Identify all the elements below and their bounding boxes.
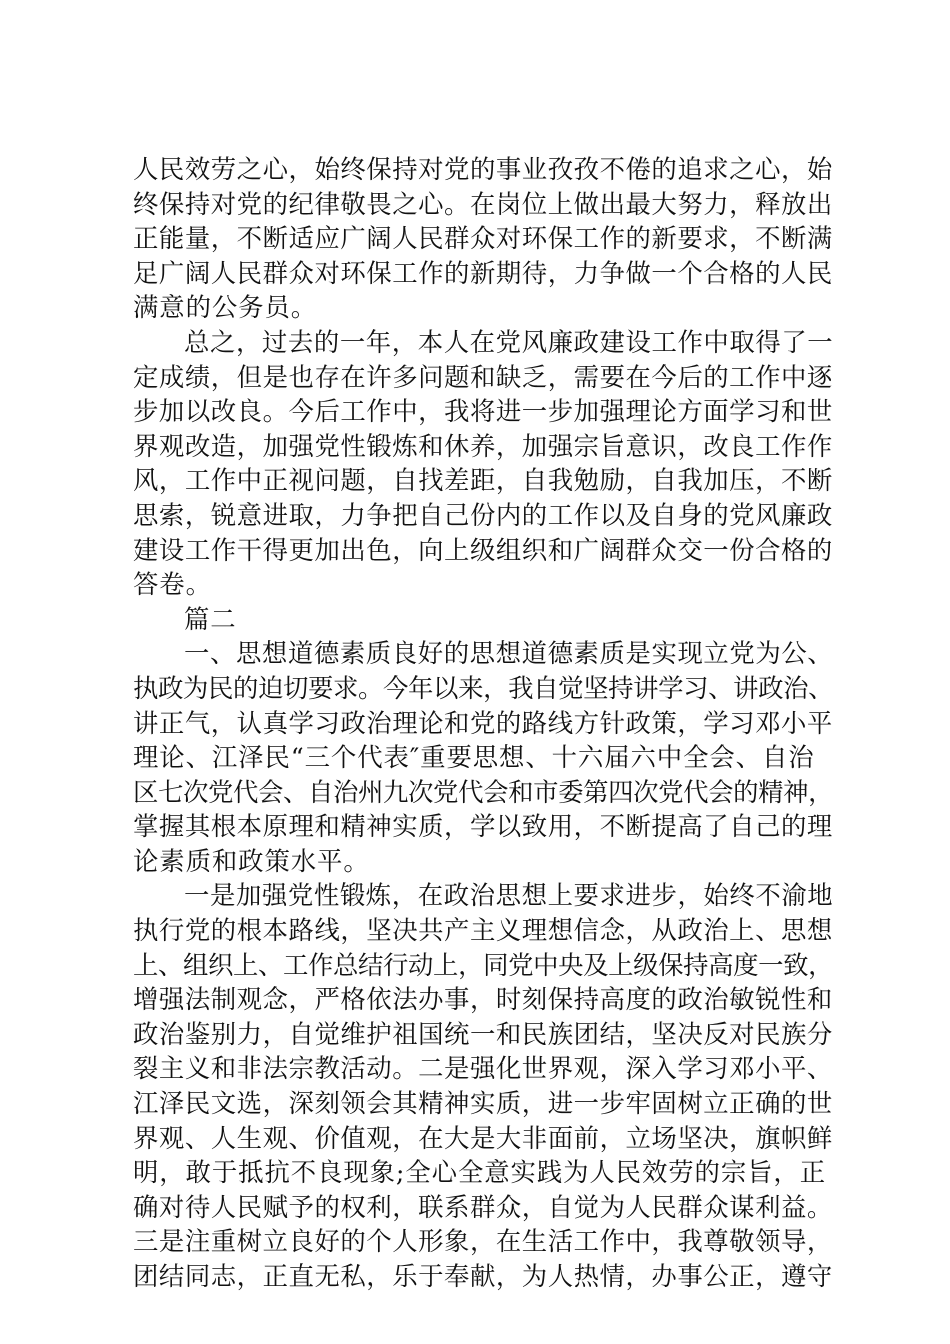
text-line: 确对待人民赋予的权利，联系群众，自觉为人民群众谋利益。 [133,1191,833,1222]
text-line: 增强法制观念，严格依法办事，时刻保持高度的政治敏锐性和 [133,984,833,1015]
text-line: 建设工作干得更加出色，向上级组织和广阔群众交一份合格的 [133,534,833,565]
text-line: 篇二 [184,603,237,634]
text-line: 总之，过去的一年，本人在党风廉政建设工作中取得了一 [184,326,834,357]
text-line: 风，工作中正视问题，自找差距，自我勉励，自我加压，不断 [133,465,833,496]
text-line: 答卷。 [133,569,212,600]
text-line: 执政为民的迫切要求。今年以来，我自觉坚持讲学习、讲政治、 [133,672,834,703]
text-line: 足广阔人民群众对环保工作的新期待，力争做一个合格的人民 [133,257,833,288]
text-line: 一是加强党性锻炼，在政治思想上要求进步，始终不渝地 [184,880,834,911]
text-line: 裂主义和非法宗教活动。二是强化世界观，深入学习邓小平、 [133,1053,833,1084]
text-line: 讲正气，认真学习政治理论和党的路线方针政策，学习邓小平 [133,707,833,738]
text-line: 三是注重树立良好的个人形象，在生活工作中，我尊敬领导， [133,1226,833,1257]
document-body-text [133,152,833,1294]
text-line: 一、思想道德素质良好的思想道德素质是实现立党为公、 [184,638,834,669]
text-line: 上、组织上、工作总结行动上，同党中央及上级保持高度一致， [133,949,834,980]
text-line: 理论、江泽民“三个代表″重要思想、十六届六中全会、自治 [133,742,815,773]
text-line: 正能量，不断适应广阔人民群众对环保工作的新要求，不断满 [133,223,833,254]
text-line: 区七次党代会、自治州九次党代会和市委第四次党代会的精神， [133,776,834,807]
text-line: 掌握其根本原理和精神实质，学以致用，不断提高了自己的理 [133,811,833,842]
text-line: 满意的公务员。 [133,292,318,323]
text-line: 执行党的根本路线，坚决共产主义理想信念，从政治上、思想 [133,915,833,946]
text-line: 步加以改良。今后工作中，我将进一步加强理论方面学习和世 [133,396,833,427]
text-line: 团结同志，正直无私，乐于奉献，为人热情，办事公正，遵守 [133,1261,833,1291]
text-line: 终保持对党的纪律敬畏之心。在岗位上做出最大努力，释放出 [133,188,833,219]
text-line: 思索，锐意进取，力争把自己份内的工作以及自身的党风廉政 [133,499,833,530]
text-line: 政治鉴别力，自觉维护祖国统一和民族团结，坚决反对民族分 [133,1018,833,1049]
text-line: 明，敢于抵抗不良现象;全心全意实践为人民效劳的宗旨，正 [133,1157,827,1188]
text-line: 论素质和政策水平。 [133,845,370,876]
text-line: 界观改造，加强党性锻炼和休养，加强宗旨意识，改良工作作 [133,430,833,461]
text-line: 江泽民文选，深刻领会其精神实质，进一步牢固树立正确的世 [133,1088,833,1119]
text-line: 界观、人生观、价值观，在大是大非面前，立场坚决，旗帜鲜 [133,1122,833,1153]
text-line: 定成绩，但是也存在许多问题和缺乏，需要在今后的工作中逐 [133,361,833,392]
text-line: 人民效劳之心，始终保持对党的事业孜孜不倦的追求之心，始 [133,154,833,184]
